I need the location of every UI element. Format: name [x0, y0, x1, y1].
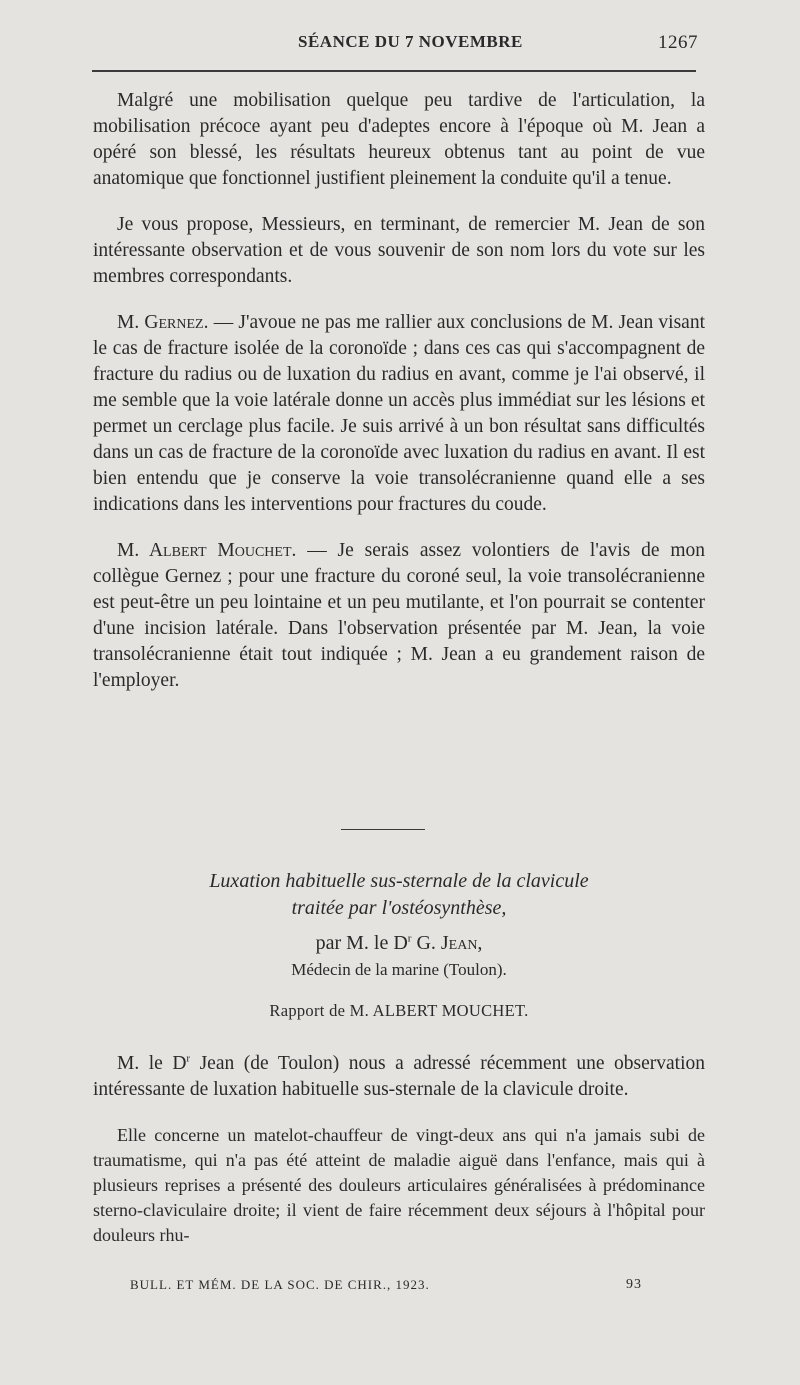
article-title-line2: traitée par l'ostéosynthèse, — [291, 897, 507, 919]
upper-text-block — [93, 88, 705, 714]
header-rule — [92, 70, 696, 72]
author-name: G. Jean, — [411, 932, 483, 954]
speaker-gernez: M. Gernez. — [117, 312, 209, 333]
paragraph-case: Elle concerne un matelot-chauffeur de vingt-deux ans qui n'a jamais subi de traumatisme, qui n'a pas été atteint de maladie aiguë dans l'enfance, mais qui à plusieurs reprises a présenté des douleurs articulaires généralisées à prédominance sterno-claviculaire droite; il vient de faire récemment deux séjours à l'hôpital pour douleurs rhu- — [93, 1125, 705, 1245]
author-sup: r — [407, 932, 412, 945]
footer-citation: BULL. ET MÉM. DE LA SOC. DE CHIR., 1923. — [130, 1277, 430, 1292]
paragraph-proposition: Je vous propose, Messieurs, en terminant, de remercier M. Jean de son intéressante observation et de vous souvenir de son nom lors du vote sur les membres correspondants. — [93, 214, 705, 287]
paragraph-intro — [93, 1051, 705, 1103]
paragraph-gernez — [93, 310, 705, 518]
article-title-line1: Luxation habituelle sus-sternale de la clavicule — [209, 870, 589, 892]
footer-signature: 93 — [626, 1277, 642, 1292]
page-number: 1267 — [658, 32, 698, 53]
intro-prefix: M. le D — [117, 1053, 187, 1074]
speaker-mouchet: M. Albert Mouchet. — [117, 540, 297, 561]
lower-text-block — [93, 1051, 705, 1268]
page-header — [92, 32, 698, 58]
report-line: Rapport de M. ALBERT MOUCHET. — [269, 1001, 529, 1020]
paragraph-mobilisation: Malgré une mobilisation quelque peu tardive de l'articulation, la mobilisation précoce ayant peu d'adeptes encore à l'époque où M. Jean a opéré son blessé, les résultats heureux obtenus tant au point de vue anatomique que fonctionnel justifient pleinement la conduite qu'il a tenue. — [93, 90, 705, 189]
intro-sup: r — [186, 1052, 191, 1065]
mouchet-text: — Je serais assez volontiers de l'avis de mon collègue Gernez ; pour une fracture du coroné seul, la voie transolécranienne est peut-être un peu lointaine et un peu mutilante, et l'on pourrait se contenter d'une incision latérale. Dans l'observation présentée par M. Jean, la voie transolécranienne était tout indiquée ; M. Jean a eu grandement raison de l'employer. — [93, 540, 705, 691]
intro-text: Jean (de Toulon) nous a adressé récemment une observation intéressante de luxation habituelle sus-sternale de la clavicule droite. — [93, 1053, 705, 1100]
author-prefix: par M. le D — [315, 932, 408, 954]
running-title: SÉANCE DU 7 NOVEMBRE — [298, 32, 523, 51]
author-affiliation: Médecin de la marine (Toulon). — [291, 960, 507, 979]
section-divider — [341, 829, 425, 830]
article-title — [93, 868, 705, 922]
gernez-text: — J'avoue ne pas me rallier aux conclusions de M. Jean visant le cas de fracture isolée de la coronoïde ; dans ces cas qui s'accompagnent de fracture du radius ou de luxation du radius en avant, comme je l'ai observé, il me semble que la voie latérale donne un accès plus immédiat sur les lésions et permet un cerclage plus facile. Je suis arrivé à un bon résultat sans difficultés dans un cas de fracture de la coronoïde avec luxation du radius en avant. Il est bien entendu que je conserve la voie transolécranienne quand elle a ses indications dans les interventions pour fractures du coude. — [93, 312, 705, 515]
paragraph-mouchet — [93, 538, 705, 694]
article-author — [93, 932, 705, 955]
